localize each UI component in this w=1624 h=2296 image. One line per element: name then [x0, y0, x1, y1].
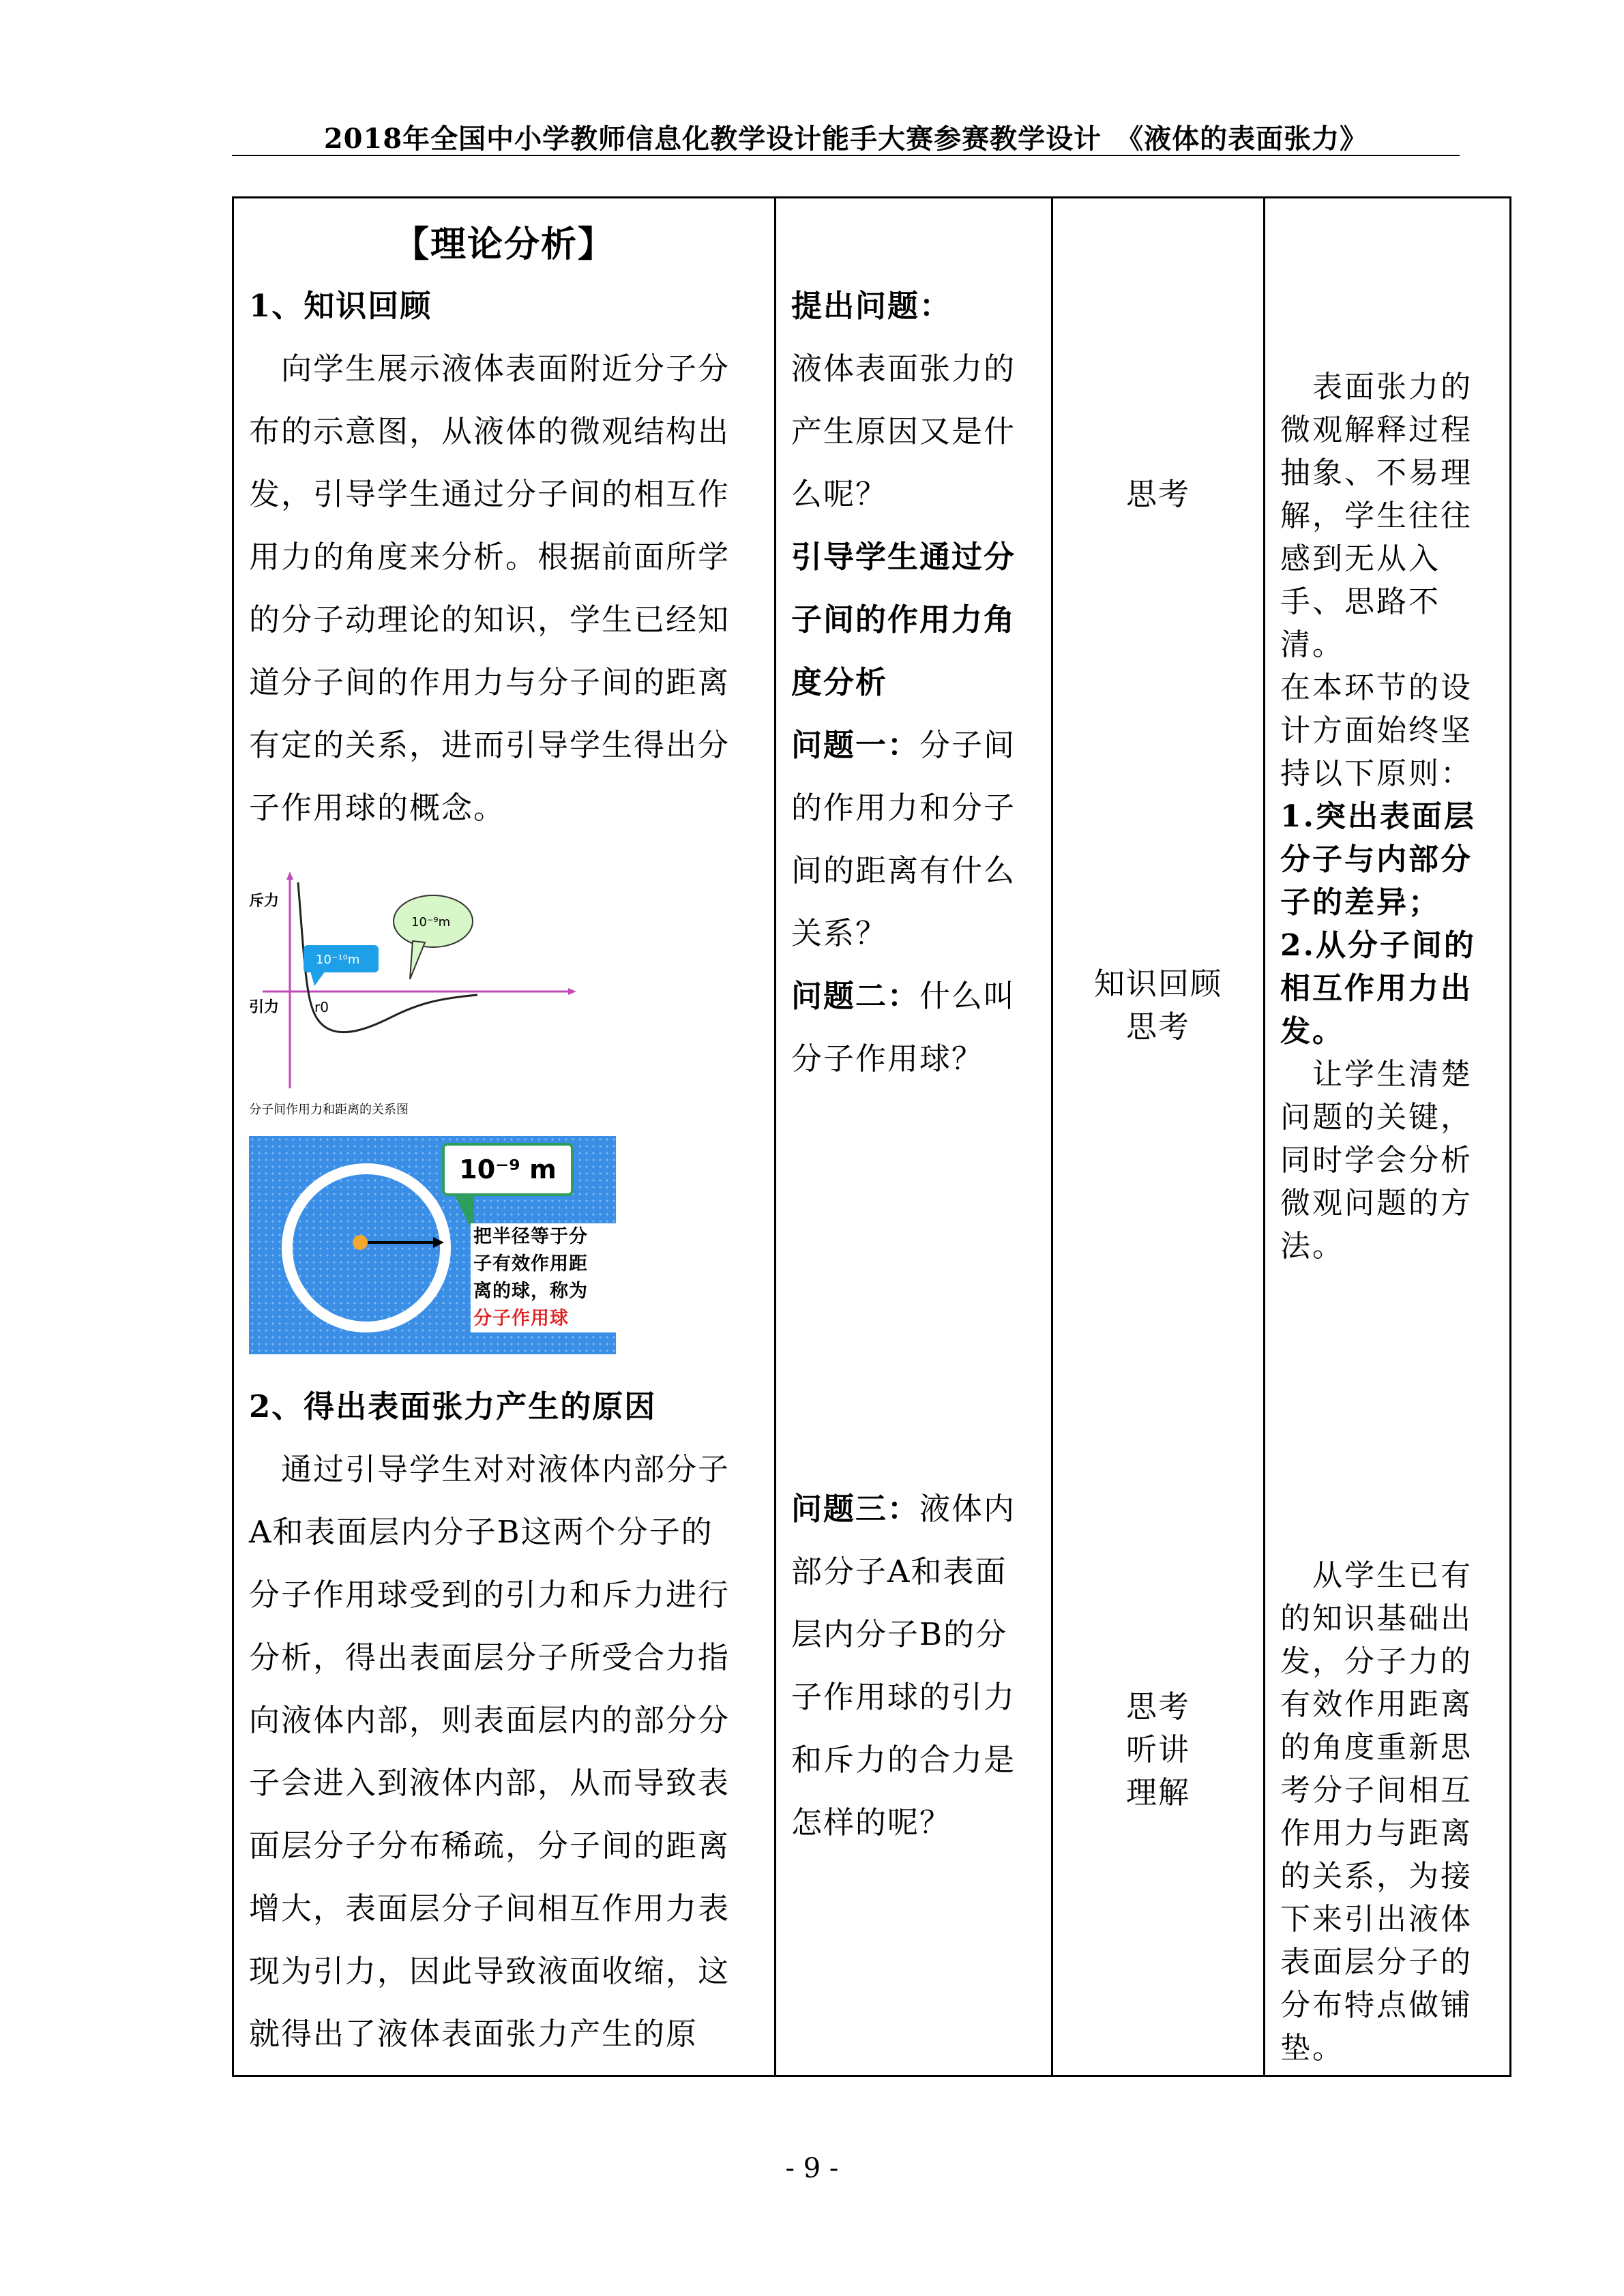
student-activity: [1053, 1685, 1263, 1814]
text-line: 分析，得出表面层分子所受合力指: [249, 1639, 730, 1675]
design-intent: [1280, 366, 1476, 1268]
text-line: 理解: [1125, 1774, 1190, 1810]
text-line: 布的示意图，从液体的微观结构出: [249, 413, 730, 449]
question-two: [791, 965, 1016, 1090]
guidance-text: [791, 526, 1016, 714]
text-line: 现为引力，因此导致液面收缩，这: [249, 1953, 730, 1989]
text-line: 持以下原则：: [1280, 756, 1473, 791]
text-line: A和表面层内分子B这两个分子的: [249, 1514, 713, 1550]
text-line: 垫。: [1280, 2031, 1344, 2066]
text-line: 怎样的呢？: [791, 1804, 952, 1840]
text-line: 度分析: [791, 664, 888, 700]
text-line: 解，学生往往: [1280, 498, 1473, 533]
prompt-title: 提出问题：: [791, 288, 952, 324]
design-intent: [1280, 1554, 1473, 2070]
callout-small-tail: [310, 971, 325, 986]
text-line: 就得出了液体表面张力产生的原: [249, 2016, 698, 2052]
text-line: 有定的关系，进而引导学生得出分: [249, 727, 730, 763]
text-line: 么呢？: [791, 476, 888, 512]
page-number: - 9 -: [785, 2153, 839, 2184]
text-line: 和斥力的合力是: [791, 1742, 1016, 1778]
r0-label: r0: [314, 999, 329, 1015]
description-term: 分子作用球: [473, 1308, 569, 1329]
text-line: 关系？: [791, 915, 888, 951]
text-line: 考分子间相互: [1280, 1773, 1473, 1808]
text-line: 发，引导学生通过分子间的相互作: [249, 476, 730, 512]
text-line: 向液体内部，则表面层内的部分分: [249, 1702, 730, 1738]
radius-arrow: [368, 1241, 436, 1244]
text-line: 增大，表面层分子间相互作用力表: [249, 1890, 730, 1926]
question-label: 问题二：: [791, 978, 920, 1014]
text-line: 表面张力的: [1280, 370, 1473, 404]
teacher-activity-column: [776, 198, 1051, 2075]
text-line: 手、思路不: [1280, 584, 1441, 619]
text-line: 听讲: [1125, 1731, 1190, 1768]
text-line: 子会进入到液体内部，从而导致表: [249, 1765, 730, 1801]
text-line: 下来引出液体: [1280, 1902, 1473, 1937]
text-line: 用力的角度来分析。根据前面所学: [249, 539, 730, 575]
y-axis-arrow: [286, 871, 293, 880]
y-label-repulsion: 斥力: [249, 893, 280, 910]
section-heading: 【理论分析】: [393, 224, 615, 265]
text-line: 知识回顾: [1093, 966, 1222, 1002]
text-line: 发，分子力的: [1280, 1644, 1473, 1679]
document-header: 2018年全国中小学教师信息化教学设计能手大赛参赛教学设计 《液体的表面张力》: [323, 123, 1368, 155]
student-activity: [1053, 962, 1263, 1048]
description-line: 离的球，称为: [473, 1281, 588, 1302]
text-line: 分子与内部分: [1280, 842, 1473, 877]
text-line: 发。: [1280, 1014, 1344, 1049]
callout-large-label: 10⁻⁹m: [411, 915, 451, 929]
text-line: 同时学会分析: [1280, 1143, 1473, 1178]
force-distance-graph: [249, 870, 590, 1099]
text-line: 的知识基础出: [1280, 1601, 1473, 1636]
prompt-question: [791, 338, 1016, 526]
text-line: 子间的作用力角: [791, 601, 1016, 638]
text-line: 面层分子分布稀疏，分子间的距离: [249, 1828, 730, 1864]
text-line: 子的差异；: [1280, 885, 1441, 920]
description-line: 把半径等于分: [473, 1226, 588, 1247]
question-label: 问题一：: [791, 727, 920, 763]
text-line: 产生原因又是什: [791, 413, 1016, 449]
text-line: 的角度重新思: [1280, 1730, 1473, 1765]
design-intent-column: [1265, 198, 1511, 2075]
question-one: [791, 714, 1016, 965]
text-line: 子作用球的引力: [791, 1679, 1016, 1715]
text-line: 感到无从入: [1280, 541, 1441, 576]
text-line: 分子作用球？: [791, 1041, 984, 1077]
text-line: 的关系，为接: [1280, 1859, 1473, 1894]
text-line: 2.从分子间的: [1280, 928, 1476, 963]
student-activity-column: [1053, 198, 1263, 2075]
header-rule: [232, 155, 1460, 156]
text-line: 作用力与距离: [1280, 1816, 1473, 1851]
text-line: 清。: [1280, 627, 1344, 662]
text-line: 的作用力和分子: [791, 790, 1016, 826]
paragraph-knowledge-review: [249, 338, 767, 839]
text-line: 微观解释过程: [1280, 413, 1473, 447]
text-line: 向学生展示液体表面附近分子分: [249, 351, 730, 387]
text-line: 分布特点做铺: [1280, 1988, 1473, 2023]
student-activity: 思考: [1125, 476, 1190, 512]
text-line: 思考: [1125, 1688, 1190, 1725]
text-line: 相互作用力出: [1280, 971, 1473, 1006]
description-line: 子有效作用距: [473, 1253, 588, 1274]
question-three: [791, 1478, 1016, 1854]
molecular-sphere-figure: [249, 1136, 616, 1354]
text-line: 有效作用距离: [1280, 1687, 1473, 1722]
question-text: 液体内: [919, 1491, 1016, 1527]
subsection-title: 2、得出表面张力产生的原因: [249, 1388, 657, 1425]
text-line: 让学生清楚: [1280, 1057, 1473, 1092]
graph-caption: 分子间作用力和距离的关系图: [249, 1103, 409, 1117]
text-line: 间的距离有什么: [791, 852, 1016, 889]
molecule-dot: [353, 1235, 368, 1250]
question-text: 什么叫: [919, 978, 1016, 1014]
x-axis-arrow: [568, 988, 576, 995]
text-line: 在本环节的设: [1280, 670, 1473, 705]
text-line: 从学生已有: [1280, 1558, 1473, 1593]
text-line: 子作用球的概念。: [249, 790, 506, 826]
paragraph-surface-tension-cause: [249, 1438, 767, 2066]
radius-arrowhead: [433, 1237, 444, 1248]
text-line: 液体表面张力的: [791, 351, 1016, 387]
text-line: 部分子A和表面: [791, 1553, 1007, 1590]
text-line: 问题的关键，: [1280, 1100, 1473, 1135]
text-line: 引导学生通过分: [791, 539, 1016, 575]
text-line: 分子作用球受到的引力和斥力进行: [249, 1577, 730, 1613]
callout-large-tail: [410, 941, 425, 979]
question-label: 问题三：: [791, 1491, 920, 1527]
text-line: 层内分子B的分: [791, 1616, 1008, 1652]
text-line: 计方面始终坚: [1280, 713, 1473, 748]
text-line: 道分子间的作用力与分子间的距离: [249, 664, 730, 700]
text-line: 法。: [1280, 1229, 1344, 1264]
sphere-description: [471, 1223, 620, 1332]
lesson-table: [232, 196, 1511, 2077]
text-line: 的分子动理论的知识，学生已经知: [249, 601, 730, 638]
text-line: 微观问题的方: [1280, 1186, 1473, 1221]
text-line: 表面层分子的: [1280, 1945, 1473, 1980]
text-line: 1.突出表面层: [1280, 799, 1476, 834]
sphere-circle: [282, 1163, 451, 1332]
text-line: 思考: [1125, 1009, 1190, 1045]
callout-small-label: 10⁻¹⁰m: [316, 953, 360, 967]
subsection-title: 1、知识回顾: [249, 288, 432, 324]
y-label-attraction: 引力: [249, 999, 280, 1016]
radius-callout: 10⁻⁹ m: [442, 1143, 574, 1196]
content-column: [234, 198, 774, 2075]
question-text: 分子间: [919, 727, 1016, 763]
text-line: 抽象、不易理: [1280, 456, 1473, 490]
text-line: 通过引导学生对对液体内部分子: [249, 1451, 730, 1487]
